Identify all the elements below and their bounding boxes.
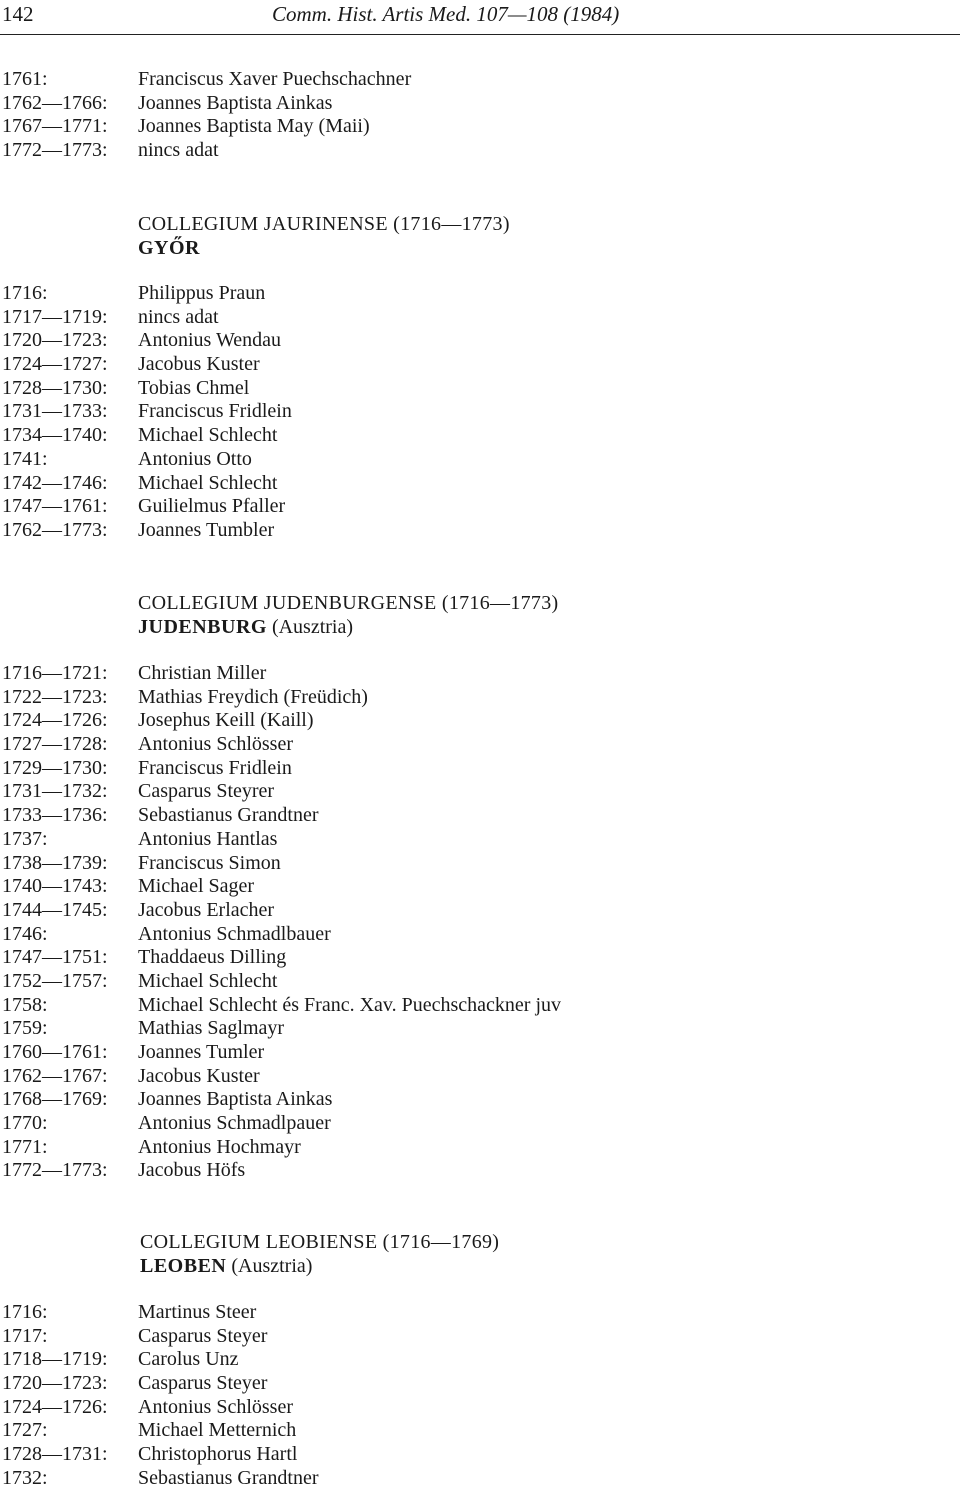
section-title-judenburgense: COLLEGIUM JUDENBURGENSE (1716—1773) [138, 592, 559, 614]
entry-years: 1741: [2, 447, 48, 470]
entry-name: Philippus Praun [138, 282, 266, 304]
entry-name: Casparus Steyer [138, 1372, 268, 1395]
entry-years: 1762—1767: [2, 1064, 108, 1087]
entry-years: 1747—1751: [2, 946, 108, 969]
entry-years: 1762—1766: [2, 91, 108, 114]
entry-years: 1732: [2, 1466, 48, 1489]
place-name: GYŐR [138, 237, 200, 259]
entry-years: 1742—1746: [2, 471, 108, 494]
entry-name: Joannes Baptista May (Maii) [138, 115, 370, 138]
entry-years: 1720—1723: [2, 1372, 108, 1395]
entry-name: Antonius Hantlas [138, 827, 278, 850]
entry-years: 1717—1719: [2, 305, 108, 328]
entry-name: nincs adat [138, 305, 219, 328]
entry-name: Jacobus Höfs [138, 1159, 246, 1182]
place-note: (Ausztria) [231, 1255, 313, 1277]
entry-years: 1770: [2, 1112, 48, 1135]
entry-name: Antonius Schmadlpauer [138, 1112, 331, 1135]
entry-name: Antonius Hochmayr [138, 1135, 301, 1158]
entry-years: 1727—1728: [2, 733, 108, 756]
entry-name: Christophorus Hartl [138, 1443, 298, 1466]
section-title-leobiense: COLLEGIUM LEOBIENSE (1716—1769) [140, 1231, 500, 1253]
entry-name: Michael Metternich [138, 1419, 297, 1442]
entry-years: 1733—1736: [2, 804, 108, 827]
entry-name: Martinus Steer [138, 1301, 257, 1323]
entry-name: Franciscus Simon [138, 851, 281, 874]
section-place-judenburg [138, 615, 353, 639]
entry-name: Jacobus Erlacher [138, 898, 275, 921]
entry-years: 1758: [2, 993, 48, 1016]
entry-years: 1761: [2, 68, 48, 90]
entry-years: 1746: [2, 922, 48, 945]
entry-years: 1720—1723: [2, 329, 108, 352]
entry-years: 1724—1726: [2, 1395, 108, 1418]
section-place-gyor [138, 236, 200, 260]
entry-name: nincs adat [138, 139, 219, 162]
entry-years: 1760—1761: [2, 1041, 108, 1063]
entry-years: 1768—1769: [2, 1088, 108, 1111]
entry-years: 1734—1740: [2, 424, 108, 447]
entry-name: Mathias Freydich (Freüdich) [138, 685, 368, 708]
entry-years: 1716: [2, 282, 48, 304]
entry-name: Jacobus Kuster [138, 353, 260, 376]
place-note: (Ausztria) [271, 616, 354, 638]
entry-name: Antonius Schlösser [138, 1395, 293, 1418]
entry-years: 1718—1719: [2, 1348, 108, 1371]
entry-years: 1767—1771: [2, 115, 108, 138]
entry-name: Michael Sager [138, 875, 255, 898]
entry-name: Franciscus Fridlein [138, 756, 292, 779]
entry-name: Sebastianus Grandtner [138, 1466, 319, 1489]
place-name: JUDENBURG [138, 616, 267, 638]
entry-name: Christian Miller [138, 662, 267, 684]
entry-years: 1738—1739: [2, 851, 108, 874]
entry-years: 1762—1773: [2, 518, 108, 541]
entry-name: Joannes Tumbler [138, 518, 275, 541]
entry-name: Michael Schlecht [138, 969, 278, 992]
running-head: Comm. Hist. Artis Med. 107—108 (1984) [272, 2, 620, 26]
entry-name: Franciscus Fridlein [138, 400, 292, 423]
entry-name: Michael Schlecht [138, 471, 278, 494]
place-name: LEOBEN [140, 1255, 227, 1277]
entry-years: 1737: [2, 827, 48, 850]
entry-name: Thaddaeus Dilling [138, 946, 287, 969]
entry-years: 1722—1723: [2, 685, 108, 708]
entry-name: Carolus Unz [138, 1348, 239, 1371]
entry-years: 1716—1721: [2, 662, 108, 684]
entry-years: 1728—1731: [2, 1443, 108, 1466]
section-title-jaurinense: COLLEGIUM JAURINENSE (1716—1773) [138, 213, 510, 235]
entry-years: 1747—1761: [2, 495, 108, 518]
entry-years: 1729—1730: [2, 756, 108, 779]
entry-years: 1771: [2, 1135, 48, 1158]
entry-years: 1759: [2, 1017, 48, 1040]
entry-years: 1744—1745: [2, 898, 108, 921]
entry-years: 1724—1727: [2, 353, 108, 376]
entry-name: Antonius Schmadlbauer [138, 922, 331, 945]
page-header [0, 0, 960, 35]
entry-name: Jacobus Kuster [138, 1064, 260, 1087]
entry-years: 1752—1757: [2, 969, 108, 992]
entry-name: Casparus Steyer [138, 1324, 268, 1347]
entry-name: Mathias Saglmayr [138, 1017, 285, 1040]
entry-name: Michael Schlecht és Franc. Xav. Puechschackner juv [138, 993, 561, 1016]
entry-name: Antonius Otto [138, 447, 252, 470]
entry-years: 1728—1730: [2, 376, 108, 399]
entry-years: 1731—1733: [2, 400, 108, 423]
entry-name: Antonius Schlösser [138, 733, 293, 756]
entry-name: Joannes Tumler [138, 1041, 265, 1063]
entry-years: 1716: [2, 1301, 48, 1323]
entry-name: Casparus Steyrer [138, 780, 275, 803]
entry-name: Guilielmus Pfaller [138, 495, 286, 518]
entry-name: Antonius Wendau [138, 329, 282, 352]
entry-name: Michael Schlecht [138, 424, 278, 447]
entry-years: 1772—1773: [2, 139, 108, 162]
entry-name: Tobias Chmel [138, 376, 250, 399]
entry-name: Sebastianus Grandtner [138, 804, 319, 827]
page-number: 142 [2, 2, 34, 26]
section-place-leoben [140, 1254, 312, 1278]
entry-name: Franciscus Xaver Puechschachner [138, 68, 412, 90]
entry-years: 1717: [2, 1324, 48, 1347]
entry-years: 1731—1732: [2, 780, 108, 803]
entry-years: 1727: [2, 1419, 48, 1442]
entry-years: 1772—1773: [2, 1159, 108, 1182]
entry-name: Josephus Keill (Kaill) [138, 709, 314, 732]
entry-name: Joannes Baptista Ainkas [138, 1088, 333, 1111]
entry-name: Joannes Baptista Ainkas [138, 91, 333, 114]
entry-years: 1724—1726: [2, 709, 108, 732]
entry-years: 1740—1743: [2, 875, 108, 898]
